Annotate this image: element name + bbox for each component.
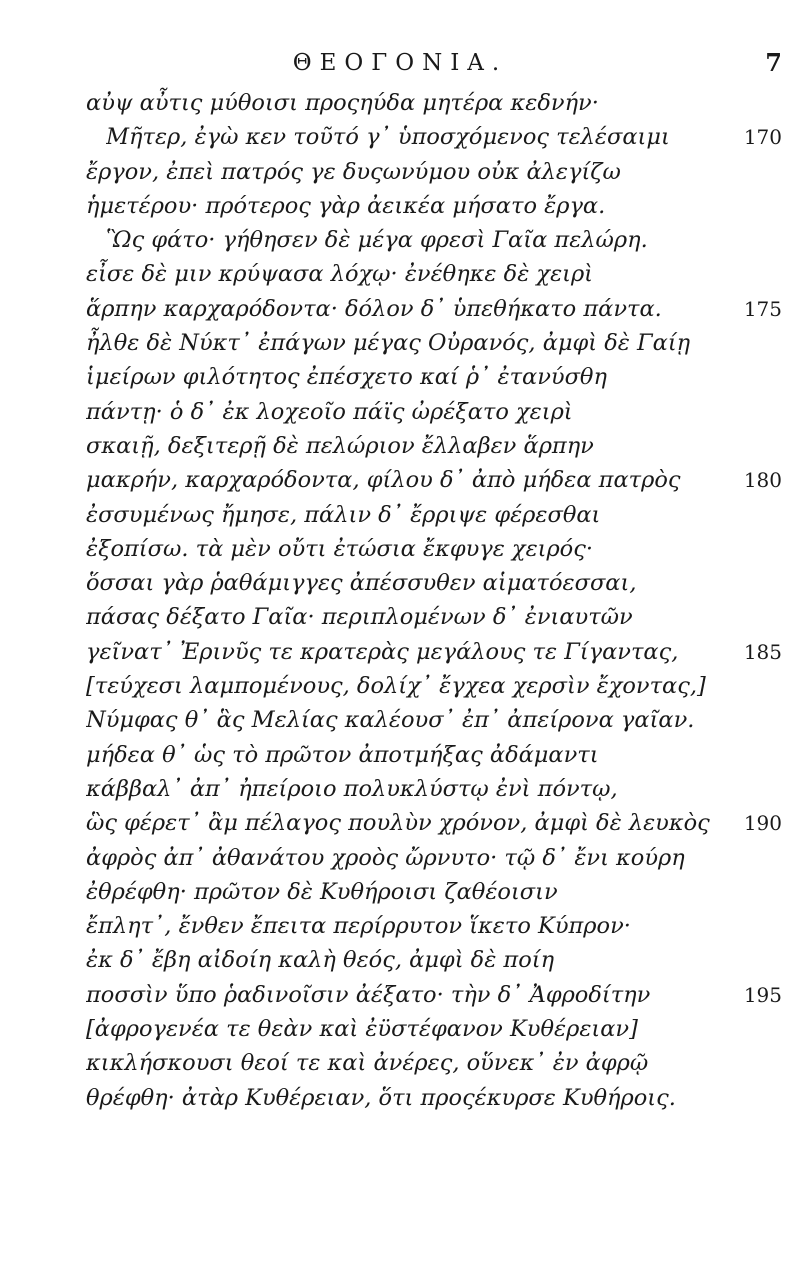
verse-text: ἡμετέρου· πρότερος γὰρ ἀεικέα μήσατο ἔργα. <box>86 192 606 219</box>
verse-text: μακρήν, καρχαρόδοντα, φίλου δ᾽ ἀπὸ μήδεα πατρὸς <box>86 467 681 494</box>
line-number: 195 <box>743 982 782 1007</box>
running-head <box>0 48 800 78</box>
verse-text: γεῖνατ᾽ Ἐρινῦς τε κρατερὰς μεγάλους τε Γίγαντας, <box>86 638 679 665</box>
verse-text: ἀφρὸς ἀπ᾽ ἀθανάτου χροὸς ὤρνυτο· τῷ δ᾽ ἔνι κούρη <box>86 844 685 871</box>
verse-text: ἦλθε δὲ Νύκτ᾽ ἐπάγων μέγας Οὐρανός, ἀμφὶ δὲ Γαίῃ <box>86 330 691 357</box>
verse-text: ἅρπην καρχαρόδοντα· δόλον δ᾽ ὑπεθήκατο πάντα. <box>86 295 662 322</box>
page-number: 7 <box>765 48 782 77</box>
verse-line <box>0 463 800 497</box>
line-number: 190 <box>743 811 782 836</box>
verse-line <box>0 326 800 360</box>
verse-text: θρέφθη· ἀτὰρ Κυθέρειαν, ὅτι προςέκυρσε Κυθήροις. <box>86 1084 676 1111</box>
verse-text: εἶσε δὲ μιν κρύψασα λόχῳ· ἐνέθηκε δὲ χειρὶ <box>86 261 594 288</box>
line-number: 185 <box>743 639 782 664</box>
verse-line <box>0 566 800 600</box>
verse-line <box>0 498 800 532</box>
verse-line <box>0 532 800 566</box>
verse-line <box>0 703 800 737</box>
line-number: 170 <box>743 125 782 150</box>
verse-text: ἐσσυμένως ἤμησε, πάλιν δ᾽ ἔρριψε φέρεσθαι <box>86 501 601 528</box>
verse-line <box>0 806 800 840</box>
verse-text: ποσσὶν ὕπο ῥαδινοῖσιν ἀέξατο· τὴν δ᾽ Ἀφροδίτην <box>86 981 651 1008</box>
verse-line <box>0 189 800 223</box>
verse-line <box>0 360 800 394</box>
verse-line <box>0 86 800 120</box>
verse-text: πάσας δέξατο Γαῖα· περιπλομένων δ᾽ ἐνιαυτῶν <box>86 604 633 631</box>
verse-text: [ἀφρογενέα τε θεὰν καὶ ἐϋστέφανον Κυθέρειαν] <box>86 1016 638 1043</box>
verse-text: Νύμφας θ᾽ ἃς Μελίας καλέουσ᾽ ἐπ᾽ ἀπείρονα γαῖαν. <box>86 707 695 734</box>
verse-line <box>0 1081 800 1115</box>
verse-text: πάντῃ· ὁ δ᾽ ἐκ λοχεοῖο πάϊς ὠρέξατο χειρὶ <box>86 398 573 425</box>
verse-line <box>0 223 800 257</box>
verse-line <box>0 943 800 977</box>
verse-line <box>0 909 800 943</box>
verse-line <box>0 395 800 429</box>
line-number: 180 <box>743 468 782 493</box>
verse-line <box>0 772 800 806</box>
verse-text: [τεύχεσι λαμπομένους, δολίχ᾽ ἔγχεα χερσὶν ἔχοντας,] <box>86 673 706 700</box>
verse-line <box>0 292 800 326</box>
verse-text: Μῆτερ, ἐγὼ κεν τοῦτό γ᾽ ὑποσχόμενος τελέσαιμι <box>106 124 670 151</box>
verse-line <box>0 600 800 634</box>
verse-line <box>0 1046 800 1080</box>
verse-text: ἱμείρων φιλότητος ἐπέσχετο καί ῥ᾽ ἐτανύσθη <box>86 364 607 391</box>
verse-text: Ὣς φάτο· γήθησεν δὲ μέγα φρεσὶ Γαῖα πελώρη. <box>106 227 648 254</box>
verse-block <box>0 86 800 1115</box>
verse-text: ἐθρέφθη· πρῶτον δὲ Κυθήροισι ζαθέοισιν <box>86 878 558 905</box>
verse-text: ἔργον, ἐπεὶ πατρός γε δυςωνύμου οὐκ ἀλεγίζω <box>86 158 621 185</box>
running-title: ΘΕΟΓΟΝΙΑ. <box>292 50 508 76</box>
verse-line <box>0 1012 800 1046</box>
verse-line <box>0 120 800 154</box>
verse-text: ἐκ δ᾽ ἔβη αἰδοίη καλὴ θεός, ἀμφὶ δὲ ποίη <box>86 947 555 974</box>
verse-line <box>0 875 800 909</box>
verse-line <box>0 738 800 772</box>
verse-text: ἐξοπίσω. τὰ μὲν οὔτι ἐτώσια ἔκφυγε χειρός· <box>86 535 593 562</box>
verse-text: ἔπλητ᾽, ἔνθεν ἔπειτα περίρρυτον ἵκετο Κύπρον· <box>86 913 631 940</box>
verse-line <box>0 669 800 703</box>
verse-text: αὐψ αὖτις μύθοισι προςηύδα μητέρα κεδνήν· <box>86 90 599 116</box>
verse-text: ὅσσαι γὰρ ῥαθάμιγγες ἀπέσσυθεν αἱματόεσσαι, <box>86 570 637 597</box>
verse-line <box>0 635 800 669</box>
verse-text: κάββαλ᾽ ἀπ᾽ ἠπείροιο πολυκλύστῳ ἐνὶ πόντῳ, <box>86 775 618 802</box>
verse-text: μήδεα θ᾽ ὡς τὸ πρῶτον ἀποτμήξας ἀδάμαντι <box>86 741 599 768</box>
verse-line <box>0 978 800 1012</box>
verse-text: κικλήσκουσι θεοί τε καὶ ἀνέρες, οὕνεκ᾽ ἐν ἀφρῷ <box>86 1050 649 1077</box>
verse-text: σκαιῇ, δεξιτερῇ δὲ πελώριον ἔλλαβεν ἅρπην <box>86 432 594 459</box>
line-number: 175 <box>743 296 782 321</box>
verse-line <box>0 841 800 875</box>
verse-line <box>0 257 800 291</box>
verse-line <box>0 155 800 189</box>
verse-line <box>0 429 800 463</box>
verse-text: ὣς φέρετ᾽ ἂμ πέλαγος πουλὺν χρόνον, ἀμφὶ δὲ λευκὸς <box>86 810 710 837</box>
